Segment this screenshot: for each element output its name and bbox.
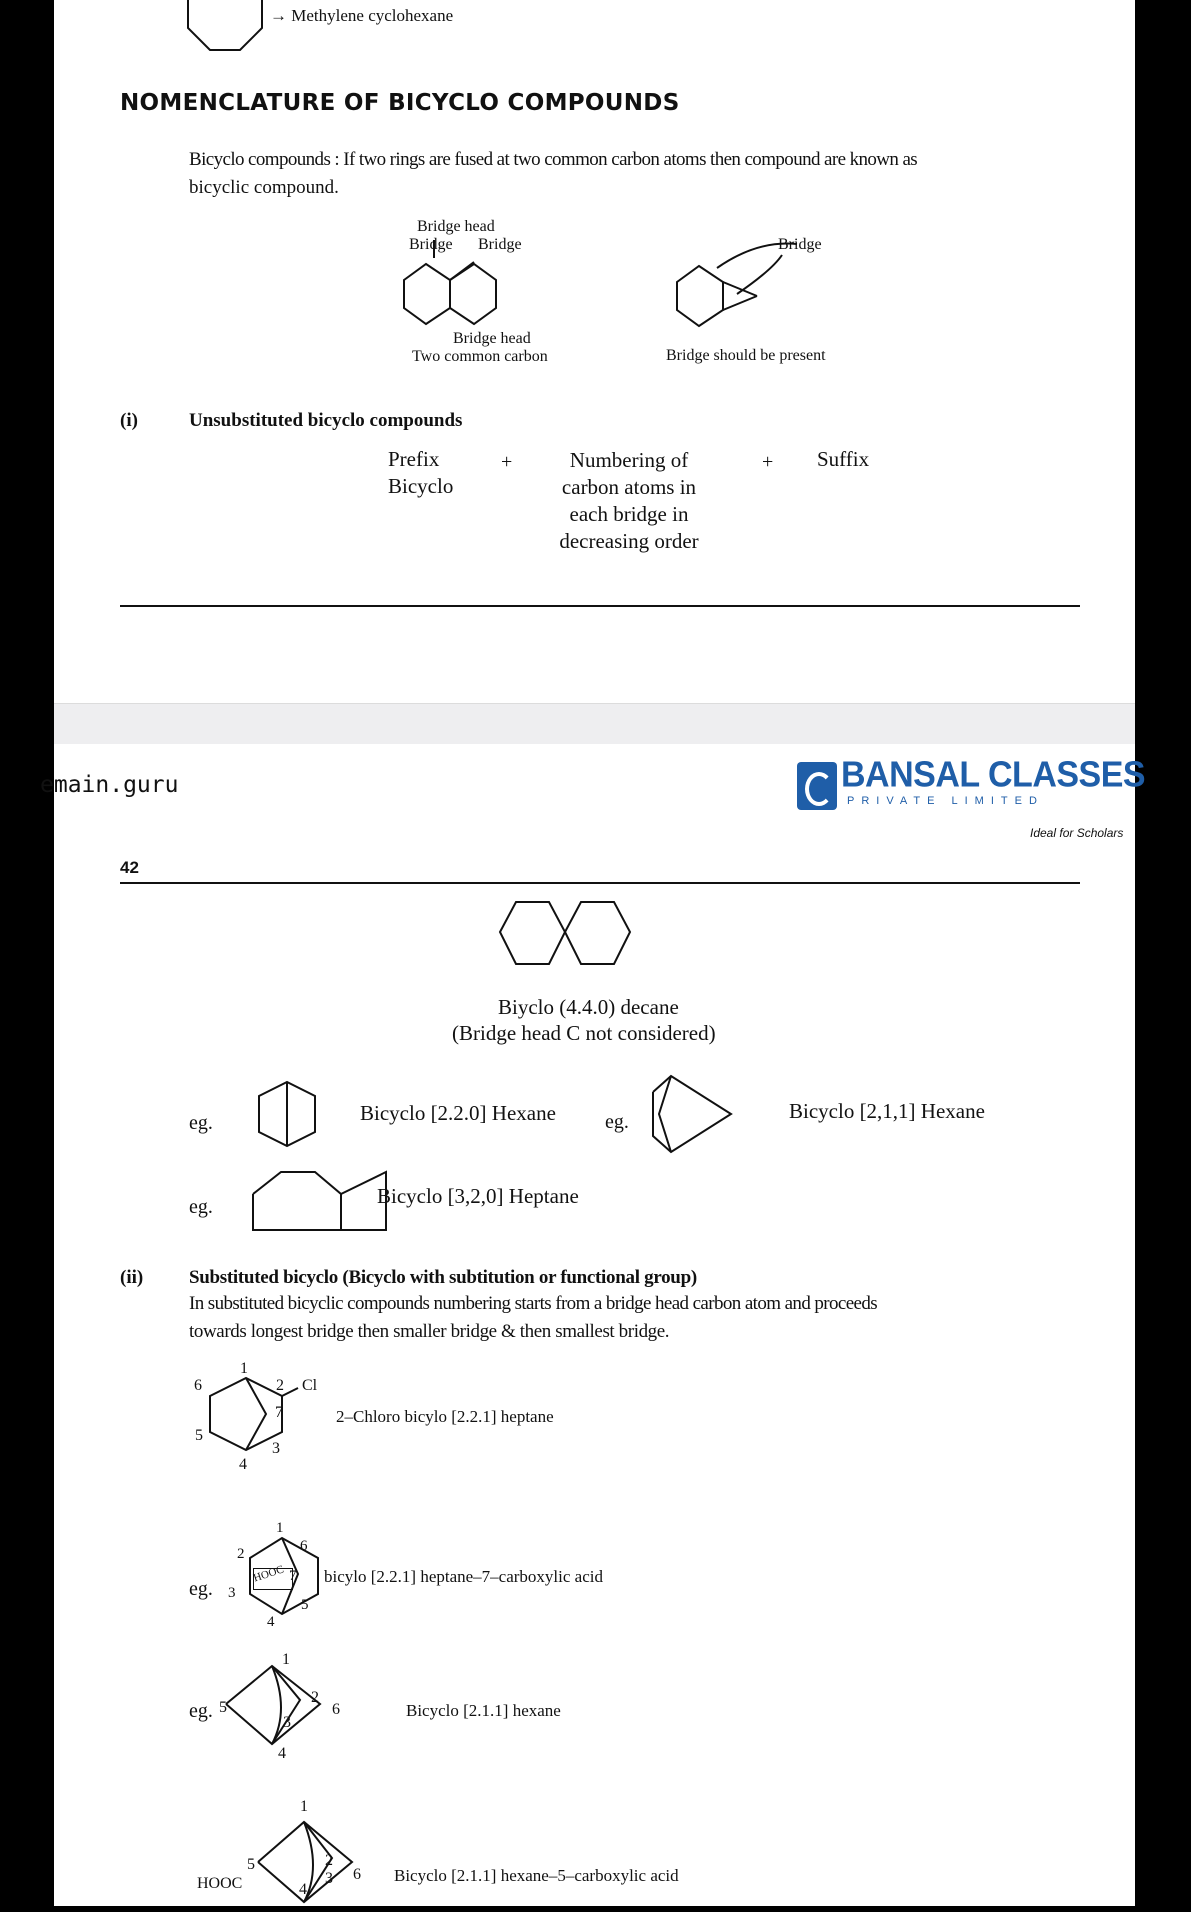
page-separator: [54, 703, 1135, 744]
chloro-cl: Cl: [302, 1377, 318, 1394]
decane-name: Biyclo (4.4.0) decane: [498, 995, 679, 1019]
chloro-compound-name: 2–Chloro bicylo [2.2.1] heptane: [336, 1407, 554, 1426]
decane-note: (Bridge head C not considered): [452, 1021, 716, 1045]
example-2-eg: eg.: [605, 1111, 629, 1133]
fig1-caption: Two common carbon: [412, 348, 548, 365]
hexane-num-6: 6: [332, 1701, 340, 1718]
hexane-num-5: 5: [219, 1699, 227, 1716]
subsection-ii-text-line-1: In substituted bicyclic compounds numbering starts from a bridge head carbon atom and proceeds: [189, 1293, 878, 1314]
chloro-num-3: 3: [272, 1440, 280, 1457]
formula-prefix-line-2: Bicyclo: [388, 474, 454, 498]
hexane-acid-num-4: 4: [299, 1881, 307, 1898]
intro-text-line-2: bicyclic compound.: [189, 177, 339, 198]
decane-structure: [497, 898, 647, 973]
page-bottom-rule: [120, 605, 1080, 607]
example-2-name: Bicyclo [2,1,1] Hexane: [789, 1099, 985, 1123]
acid-num-5: 5: [301, 1597, 309, 1613]
page-top-rule: [120, 882, 1080, 884]
example-3-name: Bicyclo [3,2,0] Heptane: [377, 1184, 579, 1208]
chloro-num-7: 7: [275, 1404, 283, 1421]
logo-tagline: Ideal for Scholars: [1030, 826, 1124, 840]
acid-hooc-label: HOOC: [251, 1563, 286, 1585]
page-number: 42: [120, 858, 139, 877]
chloro-num-1: 1: [240, 1360, 248, 1377]
acid-compound-name: bicylo [2.2.1] heptane–7–carboxylic acid: [324, 1567, 603, 1586]
example-3-eg: eg.: [189, 1196, 213, 1218]
hexane-carboxylic-acid-structure: [252, 1812, 392, 1912]
subsection-ii-text-line-2: towards longest bridge then smaller bridge & then smallest bridge.: [189, 1321, 670, 1342]
hexane-acid-num-6: 6: [353, 1866, 361, 1883]
hexane-acid-num-3: 3: [325, 1870, 333, 1887]
formula-plus-1: +: [501, 451, 513, 473]
hexane-num-1: 1: [282, 1651, 290, 1668]
formula-prefix-line-1: Prefix: [388, 447, 440, 471]
acid-num-3: 3: [228, 1585, 236, 1601]
hexane-eg: eg.: [189, 1700, 213, 1722]
acid-num-1: 1: [276, 1520, 284, 1536]
bicyclo-211-hexane-structure: [641, 1074, 741, 1154]
document-page: [40, 0, 1146, 1906]
formula-suffix: Suffix: [817, 447, 870, 471]
hexane-num-3: 3: [283, 1714, 291, 1731]
acid-num-7: 7: [289, 1568, 297, 1584]
acid-num-4: 4: [267, 1614, 275, 1630]
chloro-bicycloheptane-structure: [200, 1368, 340, 1468]
formula-numbering: [544, 447, 714, 555]
bicyclo-320-heptane-structure: [251, 1168, 391, 1233]
chloro-num-4: 4: [239, 1456, 247, 1473]
intro-text-line-1: Bicyclo compounds : If two rings are fused at two common carbon atoms then compound are known as: [189, 149, 918, 170]
section-title: NOMENCLATURE OF BICYCLO COMPOUNDS: [120, 90, 680, 116]
fused-ring-diagram: [404, 262, 524, 332]
formula-plus-2: +: [762, 451, 774, 473]
acid-num-2: 2: [237, 1546, 245, 1562]
logo-emblem-icon: [797, 762, 837, 810]
fig1-bridge-left: Bridge: [409, 236, 453, 253]
formula-numbering-line-2: carbon atoms in: [561, 475, 697, 499]
fig1-bridge-right: Bridge: [478, 236, 522, 253]
hexane-acid-hooc: HOOC: [197, 1875, 243, 1892]
hexane-acid-compound-name: Bicyclo [2.1.1] hexane–5–carboxylic acid: [394, 1866, 679, 1885]
fig1-bridge-head-bottom: Bridge head: [453, 330, 531, 347]
acid-eg: eg.: [189, 1578, 213, 1600]
site-watermark: emain.guru: [40, 772, 179, 798]
fig2-bridge-label: Bridge: [778, 236, 822, 253]
methylene-cyclohexane-label: → Methylene cyclohexane: [270, 6, 454, 25]
subsection-ii-title: Substituted bicyclo (Bicyclo with subtitution or functional group): [189, 1267, 697, 1288]
hexane-num-4: 4: [278, 1745, 286, 1762]
fig1-bridge-head-top: Bridge head: [417, 218, 495, 235]
formula-numbering-line-3: each bridge in: [569, 502, 689, 526]
hexane-acid-num-5: 5: [247, 1856, 255, 1873]
hexane-acid-num-2: 2: [325, 1852, 333, 1869]
formula-numbering-line-1: Numbering of: [569, 448, 689, 472]
chloro-num-2: 2: [276, 1377, 284, 1394]
formula-numbering-line-4: decreasing order: [559, 529, 699, 553]
hexane-compound-name: Bicyclo [2.1.1] hexane: [406, 1701, 561, 1720]
fig2-caption: Bridge should be present: [666, 347, 826, 364]
example-1-name: Bicyclo [2.2.0] Hexane: [360, 1101, 556, 1125]
hexane-num-2: 2: [311, 1689, 319, 1706]
subsection-ii-number: (ii): [120, 1267, 144, 1288]
logo-main-text: BANSAL CLASSES: [841, 755, 1146, 795]
chloro-num-6: 6: [194, 1377, 202, 1394]
subsection-i-number: (i): [120, 410, 138, 431]
example-1-eg: eg.: [189, 1112, 213, 1134]
chloro-num-5: 5: [195, 1427, 203, 1444]
acid-num-6: 6: [300, 1538, 308, 1554]
bicyclo-220-hexane-structure: [257, 1080, 317, 1150]
hexane-acid-num-1: 1: [300, 1798, 308, 1815]
methylene-cyclohexane-structure: [188, 0, 278, 55]
logo-sub-text: PRIVATE LIMITED: [847, 795, 1044, 807]
bansal-logo: [797, 755, 1146, 842]
subsection-i-title: Unsubstituted bicyclo compounds: [189, 410, 463, 431]
